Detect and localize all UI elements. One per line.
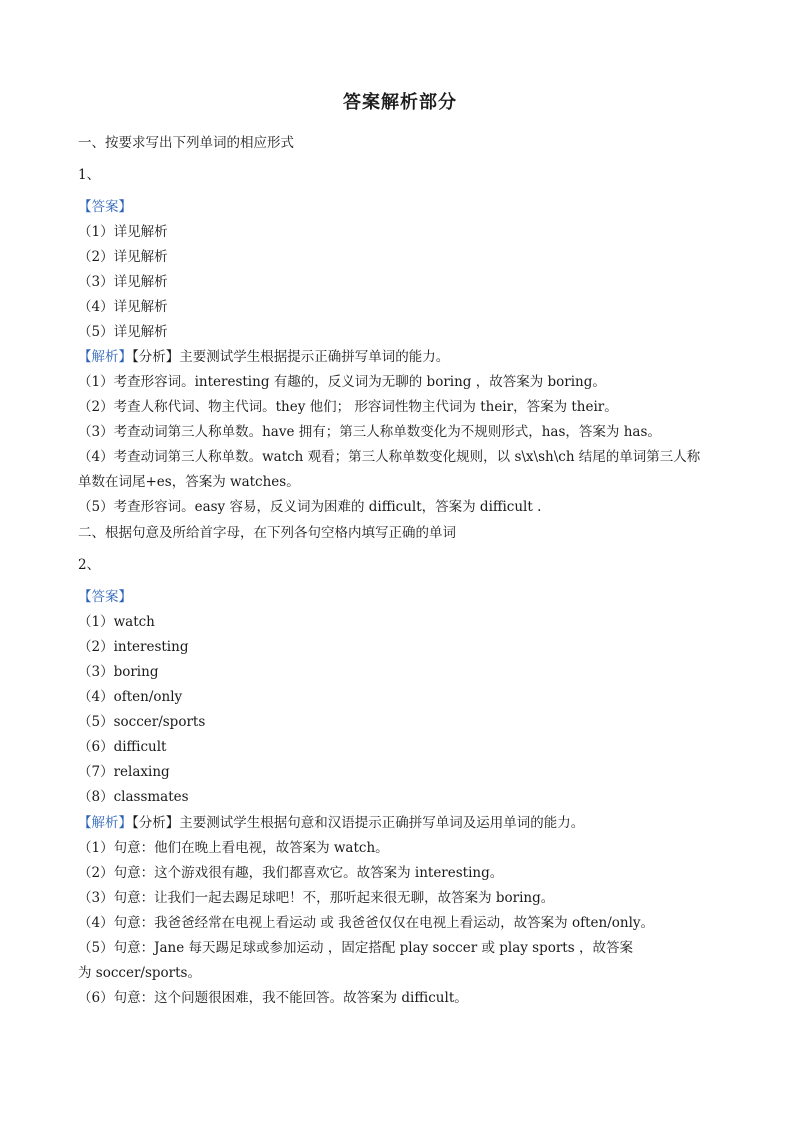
section2-answer-item: （3）boring xyxy=(78,664,159,680)
section2-analysis xyxy=(78,814,584,832)
section1-answer-item: （2）详见解析 xyxy=(78,249,168,265)
section2-explanation: （5）句意：Jane 每天踢足球或参加运动 ，固定搭配 play soccer 或 play sports ，故答案 xyxy=(78,940,633,956)
section2-answer-item: （6）difficult xyxy=(78,739,167,755)
section1-question-number: 1、 xyxy=(78,167,101,183)
section1-analysis xyxy=(78,348,449,366)
analysis-intro: 【分析】主要测试学生根据提示正确拼写单词的能力。 xyxy=(132,349,450,365)
section2-answer-item: （2）interesting xyxy=(78,639,189,655)
analysis-tag: 【解析】 xyxy=(78,349,132,365)
section2-explanation: 为 soccer/sports。 xyxy=(78,965,201,981)
section2-answer-label: 【答案】 xyxy=(78,589,132,605)
section2-answer-item: （1）watch xyxy=(78,614,155,630)
section2-heading: 二、根据句意及所给首字母，在下列各句空格内填写正确的单词 xyxy=(78,525,456,541)
section1-explanation: （3）考查动词第三人称单数。have 拥有；第三人称单数变化为不规则形式，has，答案为 has。 xyxy=(78,424,661,440)
section1-explanation: （2）考查人称代词、物主代词。they 他们； 形容词性物主代词为 their，答案为 their。 xyxy=(78,399,618,415)
section2-answer-item: （7）relaxing xyxy=(78,764,170,780)
section2-explanation: （4）句意：我爸爸经常在电视上看运动 或 我爸爸仅仅在电视上看运动，故答案为 often/only。 xyxy=(78,915,655,931)
section2-explanation: （1）句意：他们在晚上看电视，故答案为 watch。 xyxy=(78,840,389,856)
section2-explanation: （6）句意：这个问题很困难，我不能回答。故答案为 difficult。 xyxy=(78,990,468,1006)
section1-answer-item: （1）详见解析 xyxy=(78,224,168,240)
analysis-tag: 【解析】 xyxy=(78,815,132,831)
section2-answer-item: （8）classmates xyxy=(78,789,189,805)
section1-explanation: （4）考查动词第三人称单数。watch 观看；第三人称单数变化规则，以 s\x\sh\ch 结尾的单词第三人称 xyxy=(78,449,701,465)
section2-question-number: 2、 xyxy=(78,557,101,573)
section1-explanation: （1）考查形容词。interesting 有趣的，反义词为无聊的 boring ，故答案为 boring。 xyxy=(78,374,606,390)
section1-answer-item: （3）详见解析 xyxy=(78,274,168,290)
section2-explanation: （2）句意：这个游戏很有趣，我们都喜欢它。故答案为 interesting。 xyxy=(78,865,504,881)
page-title: 答案解析部分 xyxy=(343,92,457,113)
section1-heading: 一、按要求写出下列单词的相应形式 xyxy=(78,135,294,151)
section1-explanation: （5）考查形容词。easy 容易，反义词为困难的 difficult，答案为 difficult . xyxy=(78,499,542,515)
section1-answer-item: （4）详见解析 xyxy=(78,299,168,315)
analysis-intro: 【分析】主要测试学生根据句意和汉语提示正确拼写单词及运用单词的能力。 xyxy=(132,815,585,831)
section2-answer-item: （4）often/only xyxy=(78,689,183,705)
section1-answer-label: 【答案】 xyxy=(78,199,132,215)
section2-explanation: （3）句意：让我们一起去踢足球吧！不，那听起来很无聊，故答案为 boring。 xyxy=(78,890,555,906)
section1-explanation: 单数在词尾+es，答案为 watches。 xyxy=(78,474,300,490)
section2-answer-item: （5）soccer/sports xyxy=(78,714,206,730)
section1-answer-item: （5）详见解析 xyxy=(78,324,168,340)
